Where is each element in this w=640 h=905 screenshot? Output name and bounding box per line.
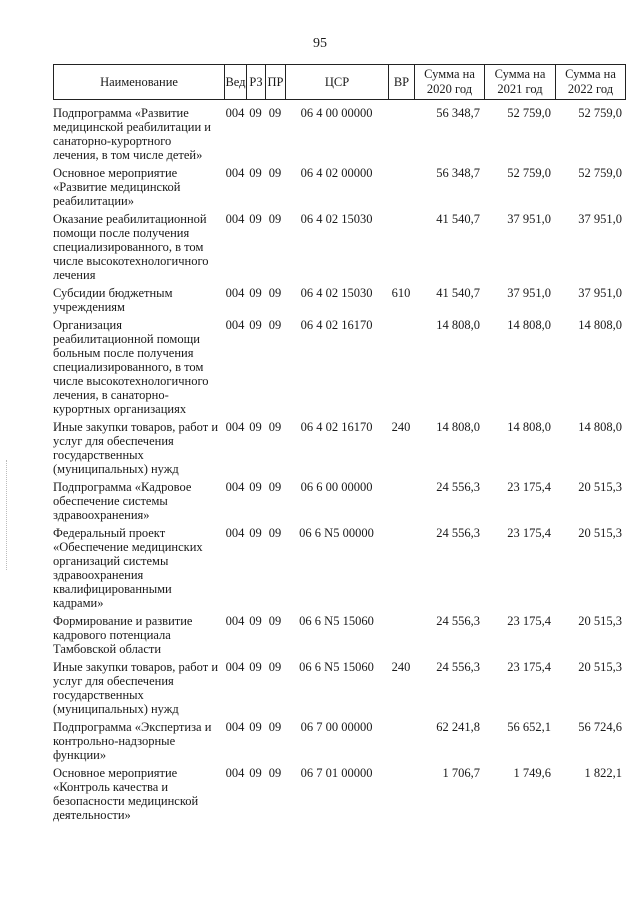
row-name: Подпрограмма «Экспертиза и контрольно-надзорные функции»: [53, 720, 212, 762]
row-rz: 09: [249, 420, 262, 434]
row-csr: 06 4 02 16170: [300, 318, 373, 332]
row-sum-2022: 1 822,1: [584, 766, 622, 780]
row-sum-2022: 14 808,0: [578, 420, 622, 434]
row-csr: 06 4 02 00000: [300, 166, 373, 180]
row-name: Субсидии бюджетным учреждениям: [53, 286, 173, 314]
row-sum-2021: 23 175,4: [507, 526, 551, 540]
row-pr: 09: [268, 660, 282, 674]
row-sum-2020: 14 808,0: [436, 420, 480, 434]
row-rz: 09: [249, 212, 262, 226]
row-ved: 004: [225, 480, 245, 494]
row-vr: [388, 318, 414, 416]
row-ved: 004: [225, 766, 245, 780]
table-row: [53, 720, 626, 762]
header-sum-2022: Сумма на 2022 год: [565, 67, 616, 96]
row-vr: [388, 614, 414, 656]
row-pr: 09: [268, 286, 282, 300]
row-pr: 09: [268, 720, 282, 734]
row-pr: 09: [268, 480, 282, 494]
row-sum-2020: 24 556,3: [436, 614, 480, 628]
header-vr: ВР: [389, 65, 415, 99]
scan-margin-marks: [6, 460, 11, 570]
row-rz: 09: [249, 660, 262, 674]
row-csr: 06 4 02 15030: [300, 212, 373, 226]
table-row: [53, 526, 626, 610]
table-row: [53, 106, 626, 162]
row-ved: 004: [225, 166, 245, 180]
row-pr: 09: [268, 106, 282, 120]
row-name: Подпрограмма «Кадровое обеспечение системы здравоохранения»: [53, 480, 192, 522]
row-sum-2021: 52 759,0: [507, 106, 551, 120]
table-header: [53, 64, 626, 100]
table-body: [53, 106, 626, 826]
row-vr: 240: [391, 420, 411, 434]
header-rz: РЗ: [247, 65, 266, 99]
row-csr: 06 4 02 16170: [300, 420, 373, 434]
table-row: [53, 318, 626, 416]
row-vr: 610: [391, 286, 411, 300]
header-pr: ПР: [266, 65, 286, 99]
row-sum-2021: 37 951,0: [507, 212, 551, 226]
row-sum-2021: 23 175,4: [507, 660, 551, 674]
row-ved: 004: [225, 318, 245, 332]
row-vr: [388, 766, 414, 822]
row-pr: 09: [268, 166, 282, 180]
row-ved: 004: [225, 286, 245, 300]
row-name: Основное мероприятие «Развитие медицинской реабилитации»: [53, 166, 181, 208]
row-rz: 09: [249, 480, 262, 494]
row-sum-2020: 62 241,8: [436, 720, 480, 734]
row-sum-2021: 23 175,4: [507, 480, 551, 494]
row-sum-2022: 20 515,3: [578, 660, 622, 674]
row-sum-2020: 56 348,7: [436, 166, 480, 180]
row-rz: 09: [249, 166, 262, 180]
row-pr: 09: [268, 212, 282, 226]
row-name: Основное мероприятие «Контроль качества и безопасности медицинской деятельности»: [53, 766, 199, 822]
row-name: Иные закупки товаров, работ и услуг для обеспечения государственных (муниципальных) нужд: [53, 660, 219, 716]
row-sum-2021: 23 175,4: [507, 614, 551, 628]
row-pr: 09: [268, 420, 282, 434]
row-vr: [388, 166, 414, 208]
table-row: [53, 660, 626, 716]
row-rz: 09: [249, 720, 262, 734]
page-number: 95: [313, 36, 327, 51]
row-sum-2021: 52 759,0: [507, 166, 551, 180]
row-pr: 09: [268, 614, 282, 628]
row-rz: 09: [249, 318, 262, 332]
row-csr: 06 7 00 00000: [300, 720, 373, 734]
row-sum-2021: 1 749,6: [513, 766, 551, 780]
header-sum-2021: Сумма на 2021 год: [485, 65, 556, 99]
row-name: Иные закупки товаров, работ и услуг для обеспечения государственных (муниципальных) нужд: [53, 420, 219, 476]
row-pr: 09: [268, 318, 282, 332]
row-csr: 06 6 N5 15060: [299, 614, 374, 628]
row-sum-2021: 37 951,0: [507, 286, 551, 300]
row-sum-2022: 20 515,3: [578, 614, 622, 628]
row-rz: 09: [249, 106, 262, 120]
row-ved: 004: [225, 660, 245, 674]
row-csr: 06 6 00 00000: [300, 480, 373, 494]
header-name: Наименование: [54, 65, 225, 99]
table-row: [53, 480, 626, 522]
row-csr: 06 6 N5 00000: [299, 526, 374, 540]
row-sum-2020: 56 348,7: [436, 106, 480, 120]
row-csr: 06 7 01 00000: [300, 766, 373, 780]
row-sum-2022: 20 515,3: [578, 526, 622, 540]
row-name: Подпрограмма «Развитие медицинской реабилитации и санаторно-курортного лечения, в том числе детей»: [53, 106, 211, 162]
row-vr: [388, 526, 414, 610]
row-rz: 09: [249, 526, 262, 540]
row-ved: 004: [225, 106, 245, 120]
row-sum-2022: 14 808,0: [578, 318, 622, 332]
row-sum-2022: 56 724,6: [578, 720, 622, 734]
row-ved: 004: [225, 526, 245, 540]
row-vr: [388, 212, 414, 282]
table-row: [53, 212, 626, 282]
row-vr: [388, 480, 414, 522]
row-sum-2020: 41 540,7: [436, 212, 480, 226]
row-sum-2020: 1 706,7: [442, 766, 480, 780]
row-pr: 09: [268, 526, 282, 540]
row-vr: [388, 720, 414, 762]
table-row: [53, 166, 626, 208]
row-ved: 004: [225, 614, 245, 628]
table-row: [53, 766, 626, 822]
row-sum-2022: 52 759,0: [578, 166, 622, 180]
row-sum-2020: 41 540,7: [436, 286, 480, 300]
row-vr: [388, 106, 414, 162]
table-row: [53, 614, 626, 656]
row-rz: 09: [249, 614, 262, 628]
row-name: Формирование и развитие кадрового потенциала Тамбовской области: [53, 614, 193, 656]
row-sum-2022: 37 951,0: [578, 286, 622, 300]
row-rz: 09: [249, 286, 262, 300]
row-sum-2022: 52 759,0: [578, 106, 622, 120]
row-name: Организация реабилитационной помощи больным после получения специализированного, в том числе высокотехнологичного лечения, в санаторно-курортных организациях: [53, 318, 209, 416]
row-ved: 004: [225, 420, 245, 434]
row-rz: 09: [249, 766, 262, 780]
table-row: [53, 286, 626, 314]
header-ved: Вед: [225, 65, 247, 99]
row-csr: 06 4 00 00000: [300, 106, 373, 120]
row-ved: 004: [225, 212, 245, 226]
row-sum-2020: 24 556,3: [436, 526, 480, 540]
row-csr: 06 6 N5 15060: [299, 660, 374, 674]
header-sum-2020: Сумма на 2020 год: [415, 65, 485, 99]
row-sum-2021: 56 652,1: [507, 720, 551, 734]
table-row: [53, 420, 626, 476]
row-name: Оказание реабилитационной помощи после получения специализированного, в том числе высокотехнологичного лечения: [53, 212, 209, 282]
row-sum-2020: 24 556,3: [436, 660, 480, 674]
row-sum-2020: 14 808,0: [436, 318, 480, 332]
header-csr: ЦСР: [286, 65, 389, 99]
row-sum-2022: 37 951,0: [578, 212, 622, 226]
row-vr: 240: [391, 660, 411, 674]
row-pr: 09: [268, 766, 282, 780]
row-sum-2022: 20 515,3: [578, 480, 622, 494]
row-sum-2021: 14 808,0: [507, 318, 551, 332]
row-sum-2021: 14 808,0: [507, 420, 551, 434]
row-csr: 06 4 02 15030: [300, 286, 373, 300]
row-sum-2020: 24 556,3: [436, 480, 480, 494]
row-name: Федеральный проект «Обеспечение медицинских организаций системы здравоохранения квалифицированными кадрами»: [53, 526, 203, 610]
row-ved: 004: [225, 720, 245, 734]
